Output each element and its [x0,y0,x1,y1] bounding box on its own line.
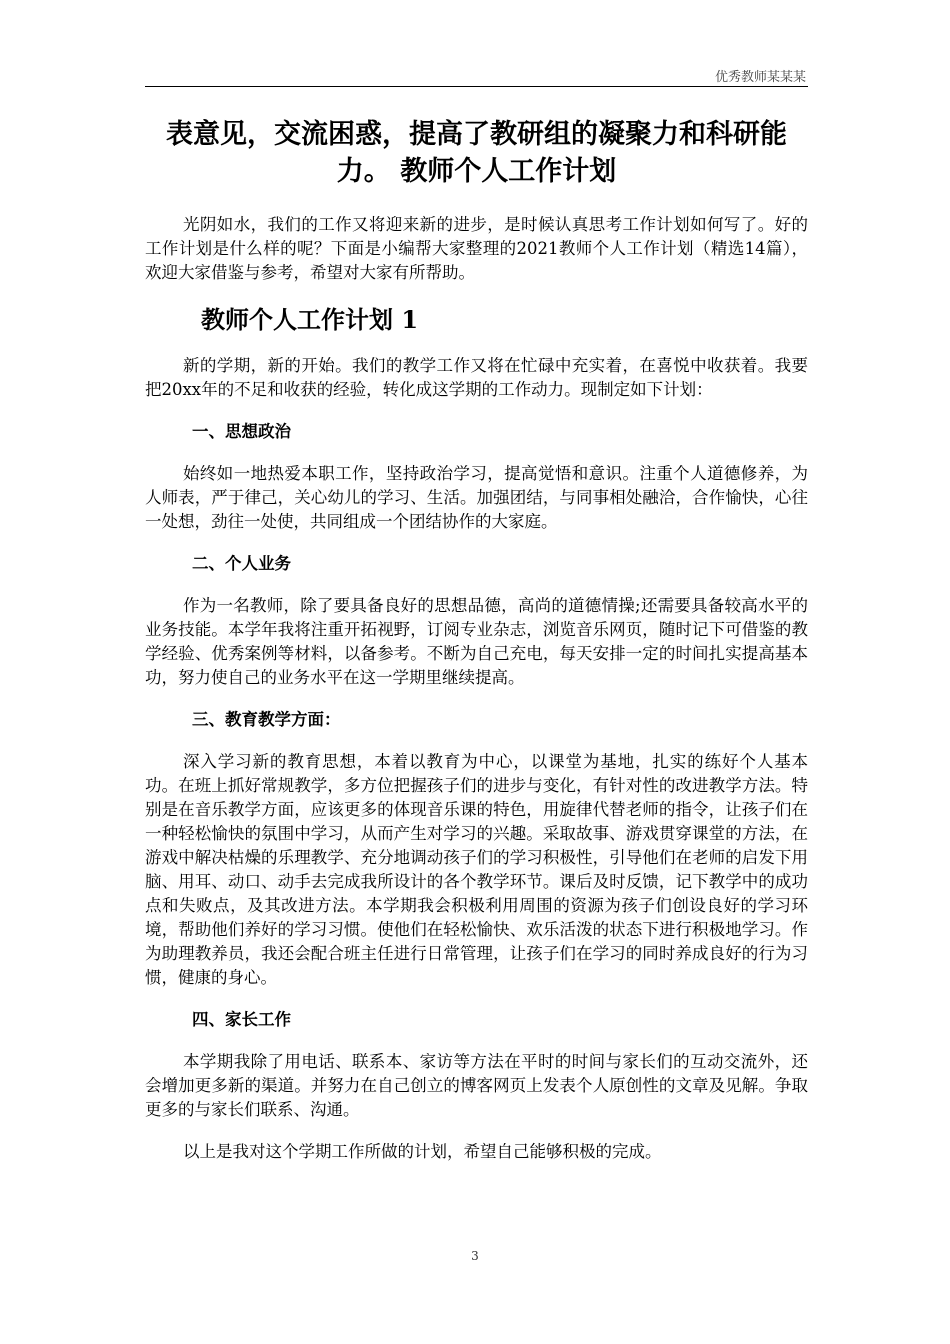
part-paragraph: 本学期我除了用电话、联系本、家访等方法在平时的时间与家长们的互动交流外，还会增加更多新的渠道。并努力在自己创立的博客网页上发表个人原创性的文章及见解。争取更多的与家长们联系、沟通。 [145,1052,808,1119]
part-heading: 二、个人业务 [192,554,291,573]
page-header [145,62,808,87]
part-paragraph: 作为一名教师，除了要具备良好的思想品德，高尚的道德情操;还需要具备较高水平的业务技能。本学年我将注重开拓视野，订阅专业杂志，浏览音乐网页，随时记下可借鉴的教学经验、优秀案例等材料，以备参考。不断为自己充电，每天安排一定的时间扎实提高基本功，努力使自己的业务水平在这一学期里继续提高。 [145,596,808,687]
closing-paragraph: 以上是我对这个学期工作所做的计划，希望自己能够积极的完成。 [183,1142,662,1161]
header-text: 优秀教师某某某 [714,70,806,85]
document-title: 表意见，交流困惑，提高了教研组的凝聚力和科研能力。 教师个人工作计划 [166,119,787,187]
intro-paragraph: 光阴如水，我们的工作又将迎来新的进步，是时候认真思考工作计划如何写了。好的工作计划是什么样的呢？下面是小编帮大家整理的2021教师个人工作计划（精选14篇），欢迎大家借鉴与参考，希望对大家有所帮助。 [145,215,808,282]
part-heading: 三、教育教学方面： [192,710,341,729]
part-paragraph: 始终如一地热爱本职工作，坚持政治学习，提高觉悟和意识。注重个人道德修养，为人师表，严于律己，关心幼儿的学习、生活。加强团结，与同事相处融洽，合作愉快，心往一处想，劲往一处使，共同组成一个团结协作的大家庭。 [145,464,808,531]
section-title: 教师个人工作计划 1 [201,305,419,334]
section-intro-paragraph: 新的学期，新的开始。我们的教学工作又将在忙碌中充实着，在喜悦中收获着。我要把20xx年的不足和收获的经验，转化成这学期的工作动力。现制定如下计划： [145,356,808,399]
part-heading: 四、家长工作 [192,1010,291,1029]
part-paragraph: 深入学习新的教育思想，本着以教育为中心，以课堂为基地，扎实的练好个人基本功。在班上抓好常规教学，多方位把握孩子们的进步与变化，有针对性的改进教学方法。特别是在音乐教学方面，应该更多的体现音乐课的特色，用旋律代替老师的指令，让孩子们在一种轻松愉快的氛围中学习，从而产生对学习的兴趣。采取故事、游戏贯穿课堂的方法，在游戏中解决枯燥的乐理教学、充分地调动孩子们的学习积极性，引导他们在老师的启发下用脑、用耳、动口、动手去完成我所设计的各个教学环节。课后及时反馈，记下教学中的成功点和失败点，及其改进方法。本学期我会积极利用周围的资源为孩子们创设良好的学习环境，帮助他们养好的学习习惯。使他们在轻松愉快、欢乐活泼的状态下进行积极地学习。作为助理教养员，我还会配合班主任进行日常管理，让孩子们在学习的同时养成良好的行为习惯，健康的身心。 [145,752,808,987]
page-number: 3 [471,1249,479,1263]
document-body [145,116,808,1164]
part-heading: 一、思想政治 [192,422,291,441]
